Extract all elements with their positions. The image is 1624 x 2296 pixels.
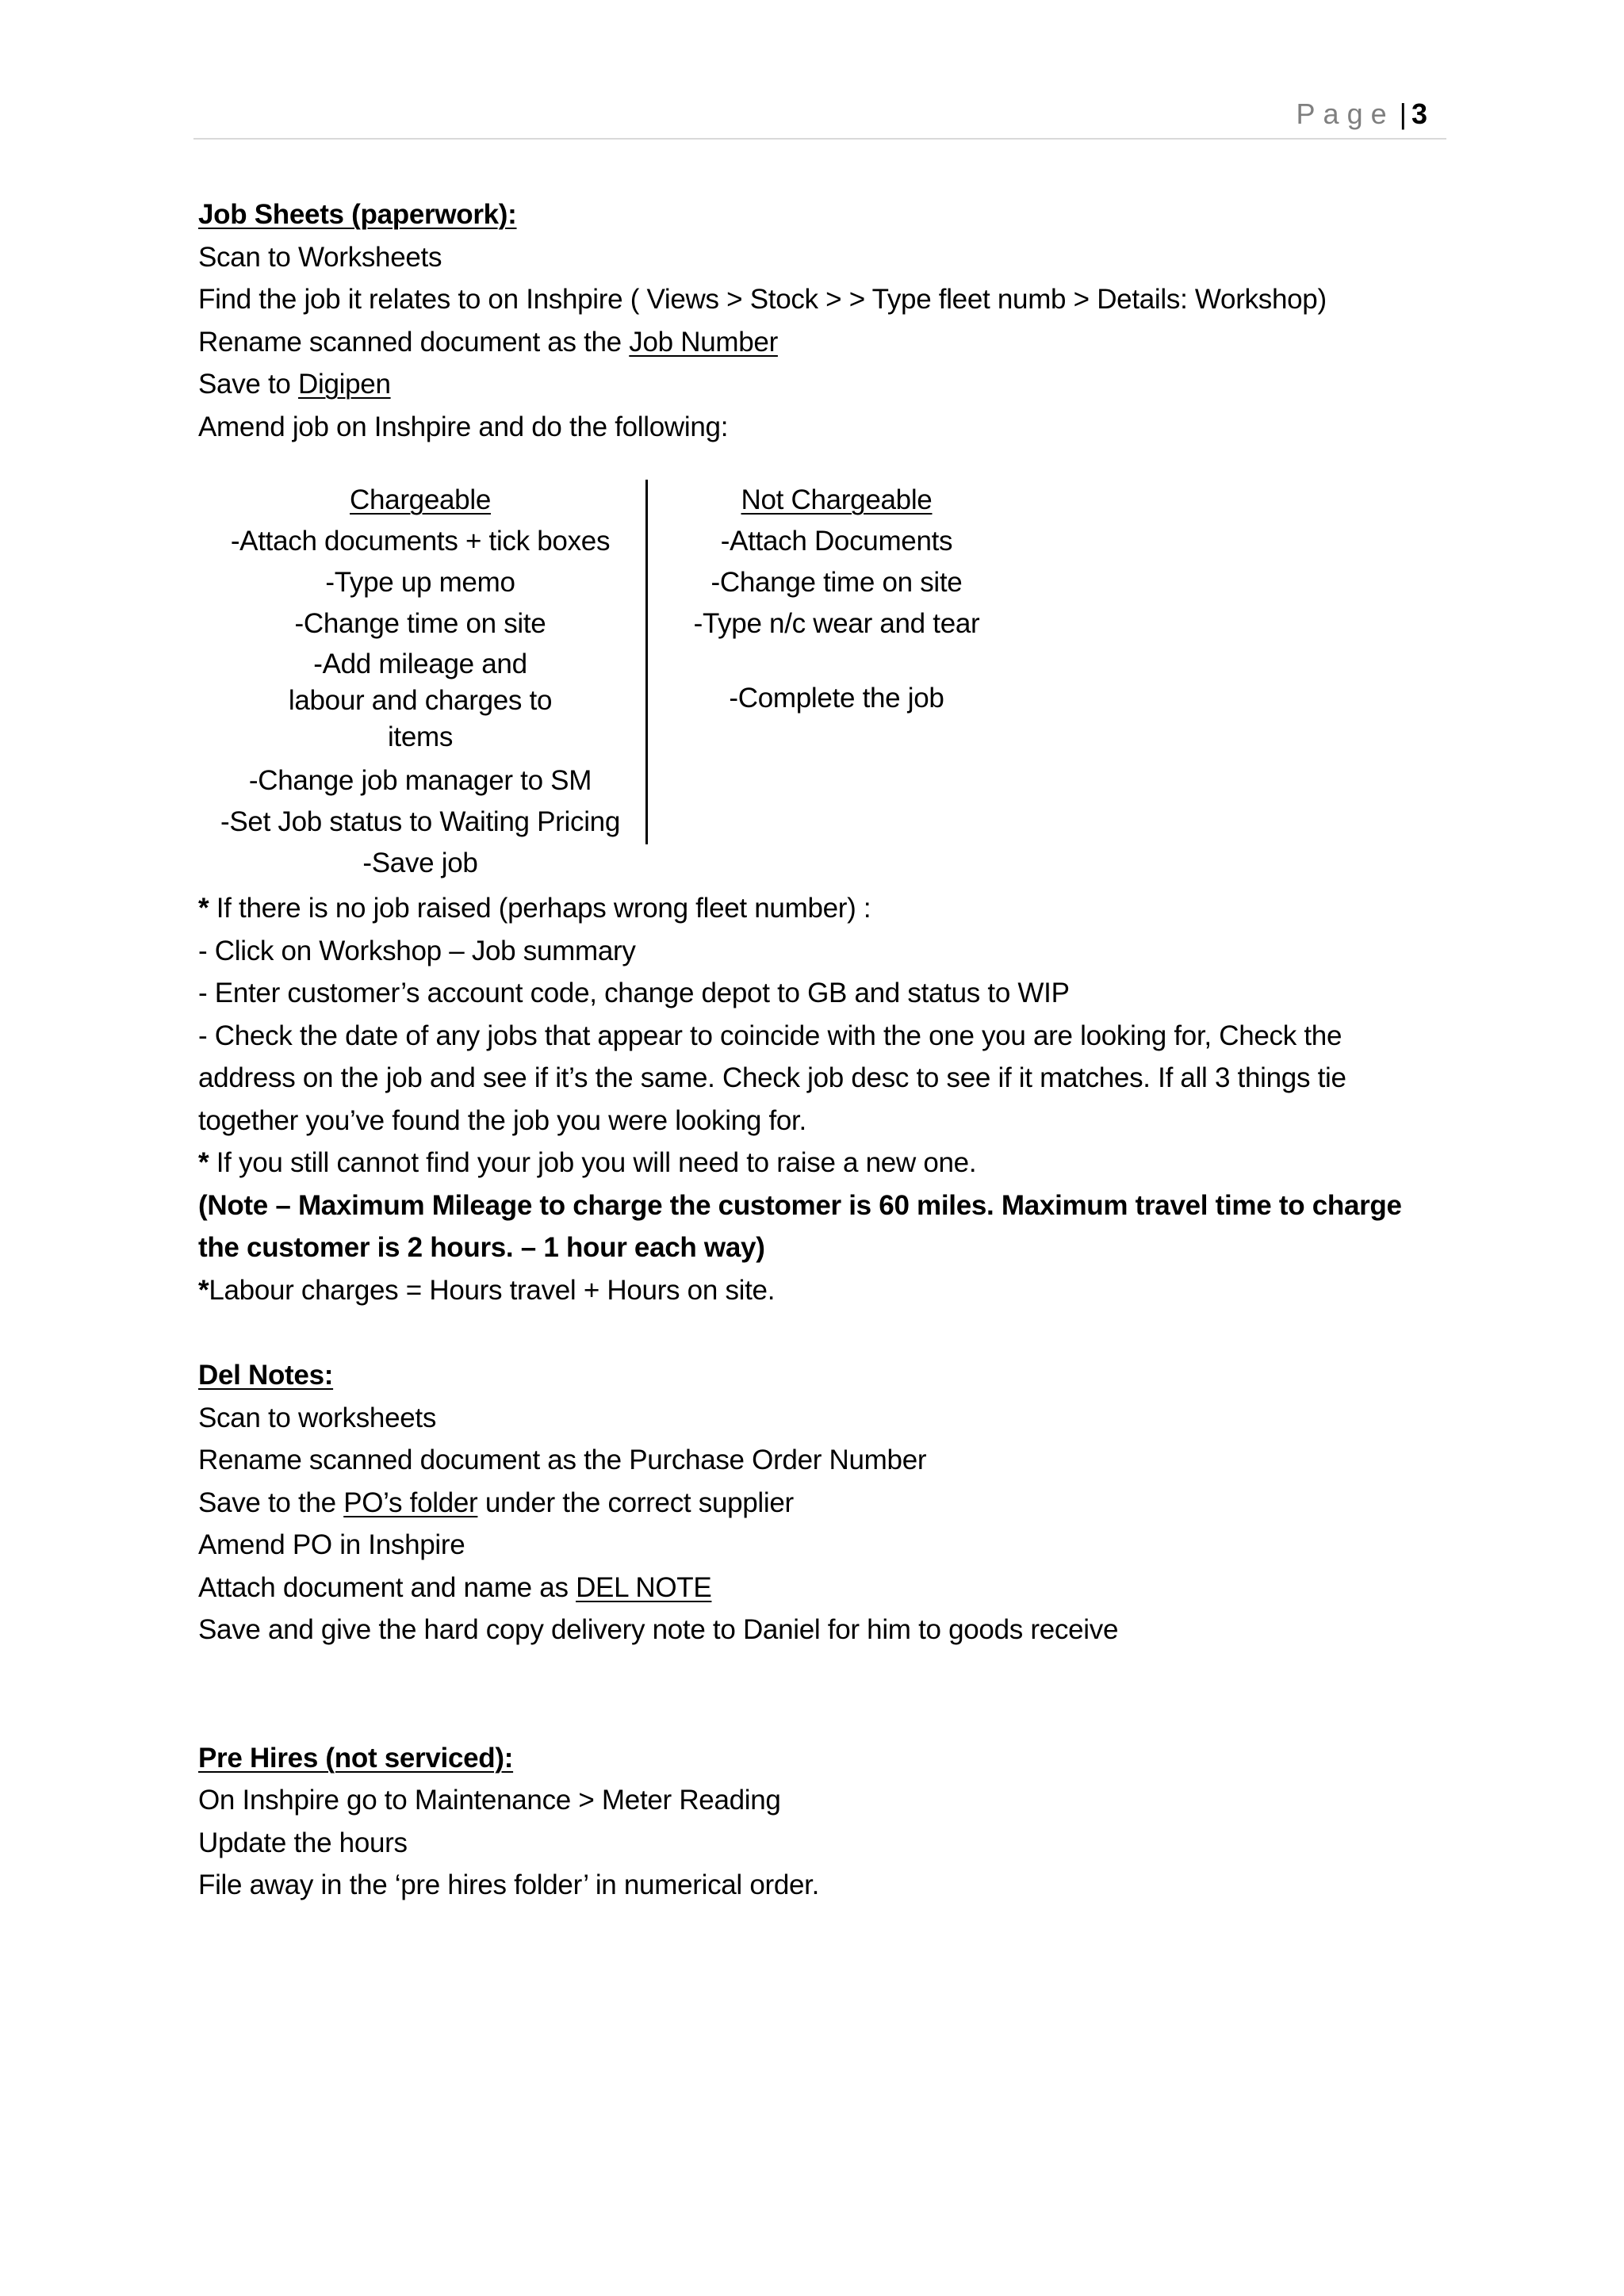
chargeable-item: -Attach documents + tick boxes (230, 526, 611, 557)
not-chargeable-item: -Change time on site (710, 567, 963, 598)
not-chargeable-item: -Type n/c wear and tear (693, 608, 980, 639)
chargeable-item: -Change time on site (294, 608, 546, 639)
job-sheets-line-3-prefix: Rename scanned document as the (198, 326, 630, 358)
page-header (193, 94, 1446, 140)
del-notes-line-5 (198, 1567, 1435, 1609)
not-chargeable-column (642, 480, 1031, 719)
asterisk: * (198, 893, 209, 924)
mileage-note: (Note – Maximum Mileage to charge the customer is 60 miles. Maximum travel time to charge the customer is 2 hours. – 1 hour each way) (198, 1189, 1402, 1263)
pre-hires-line-2: Update the hours (198, 1827, 408, 1858)
del-notes-line-3 (198, 1482, 1435, 1525)
chargeable-item: -Add mileage and labour and charges to items (288, 649, 553, 752)
page-number (1297, 97, 1427, 132)
no-job-line-2: - Click on Workshop – Job summary (198, 935, 636, 966)
asterisk: * (198, 1147, 209, 1178)
chargeable-item: -Change job manager to SM (248, 765, 592, 796)
not-chargeable-header: Not Chargeable (741, 484, 933, 515)
spacer (198, 1651, 1435, 1737)
pre-hires-heading: Pre Hires (not serviced): (198, 1742, 514, 1774)
chargeable-item: -Set Job status to Waiting Pricing (220, 806, 620, 837)
no-job-line-6 (198, 1269, 1435, 1312)
del-note-link: DEL NOTE (576, 1571, 712, 1603)
job-sheets-line-5: Amend job on Inshpire and do the following: (198, 411, 729, 442)
job-sheets-line-2: Find the job it relates to on Inshpire ( Views > Stock > > Type fleet numb > Details: Workshop) (198, 284, 1327, 315)
no-job-line-4: - Check the date of any jobs that appear to coincide with the one you are looking for, Check the address on the job and see if it’s the same. Check job desc to see if it matches. If all 3 things tie together you’ve found the job you were looking for. (198, 1020, 1346, 1136)
del-notes-line-3-prefix: Save to the (198, 1487, 344, 1518)
del-notes-line-6: Save and give the hard copy delivery note to Daniel for him to goods receive (198, 1614, 1119, 1645)
not-chargeable-item: -Complete the job (729, 683, 944, 714)
digipen-link: Digipen (298, 369, 391, 400)
del-notes-line-5-prefix: Attach document and name as (198, 1571, 576, 1603)
document-body (198, 193, 1435, 1907)
no-job-line-1-text: If there is no job raised (perhaps wrong fleet number) : (209, 893, 871, 924)
pre-hires-line-1: On Inshpire go to Maintenance > Meter Reading (198, 1785, 781, 1816)
del-notes-line-3-suffix: under the correct supplier (477, 1487, 794, 1518)
chargeable-header: Chargeable (350, 484, 491, 515)
not-chargeable-item: -Attach Documents (720, 526, 953, 557)
job-sheets-line-3 (198, 321, 1435, 364)
asterisk: * (198, 1274, 209, 1306)
no-job-line-3: - Enter customer’s account code, change depot to GB and status to WIP (198, 978, 1070, 1008)
chargeable-column (198, 480, 642, 884)
page-separator: | (1399, 98, 1407, 130)
chargeable-item: -Type up memo (325, 567, 515, 598)
chargeable-table (198, 480, 991, 878)
job-sheets-line-4 (198, 363, 1435, 406)
job-sheets-line-1: Scan to Worksheets (198, 241, 442, 273)
po-folder-link: PO’s folder (343, 1487, 478, 1518)
page-number-value: 3 (1411, 98, 1427, 130)
del-notes-line-2: Rename scanned document as the Purchase Order Number (198, 1445, 927, 1475)
page-label: Page (1296, 98, 1395, 130)
spacer (198, 1311, 1435, 1354)
chargeable-item: -Save job (362, 848, 478, 878)
no-job-line-5 (198, 1142, 1435, 1184)
del-notes-heading: Del Notes: (198, 1360, 334, 1391)
no-job-line-5-text: If you still cannot find your job you will need to raise a new one. (209, 1147, 977, 1178)
del-notes-line-4: Amend PO in Inshpire (198, 1529, 465, 1560)
del-notes-line-1: Scan to worksheets (198, 1402, 437, 1433)
job-sheets-line-4-prefix: Save to (198, 369, 299, 400)
no-job-line-1 (198, 887, 1435, 930)
job-sheets-heading: Job Sheets (paperwork): (198, 199, 517, 230)
job-number-link: Job Number (629, 326, 778, 358)
no-job-line-6-text: Labour charges = Hours travel + Hours on site. (209, 1274, 776, 1306)
pre-hires-line-3: File away in the ‘pre hires folder’ in numerical order. (198, 1869, 820, 1900)
